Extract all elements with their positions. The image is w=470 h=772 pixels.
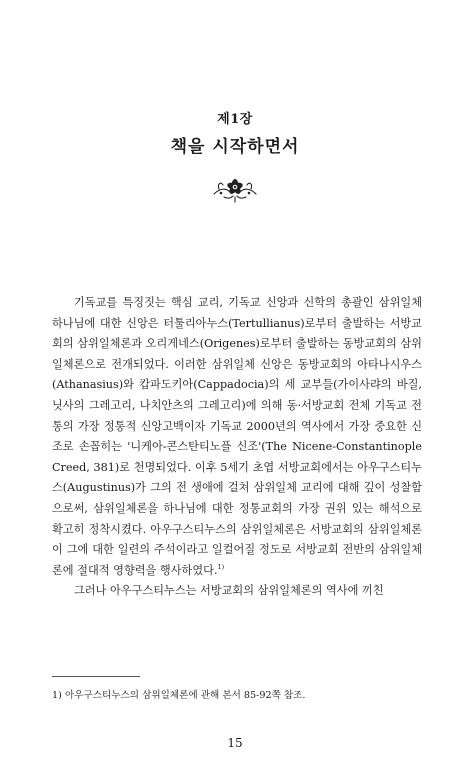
paragraph-text: 그러나 아우구스티누스는 서방교회의 삼위일체론의 역사에 끼친	[74, 584, 384, 598]
floral-ornament-icon	[210, 172, 260, 204]
paragraph-text: 기독교를 특징짓는 핵심 교리, 기독교 신앙과 신학의 총괄인 삼위일체 하나님에 대한 신앙은 터툴리아누스(Tertullianus)로부터 출발하는 서방교회의 삼위일체론과 오리게네스(Origenes)로부터 출발하는 동방교회의 삼위일체론으로 전개되었다. 이러한 삼위일체 신앙은 동방교회의 아타나시우스(Athanasius)와 캅파도키아(Cappadocia)의 세 교부들(가이사랴의 바질, 닛사의 그레고리, 나치안츠의 그레고리)에 의해 동·서방교회 전체 기독교 전통의 가장 정통적 신앙고백이자 기독교 2000년의 역사에서 가장 중요한 신조로 손꼽히는 '니케아-콘스탄티노플 신조'(The Nicene-Constantinople Creed, 381)로 천명되었다. 이후 5세기 초엽 서방교회에서는 아우구스티누스(Augustinus)가 그의 전 생애에 걸쳐 삼위일체 교리에 대해 깊이 성찰함으로써, 삼위일체론을 하나님에 대한 정통교회의 가장 권위 있는 해석으로 확고히 정착시켰다. 아우구스티누스의 삼위일체론은 서방교회의 삼위일체론이 그에 대한 일련의 주석이라고 일컬어질 정도로 서방교회 전반의 삼위일체론에 절대적 영향력을 행사하였다.	[52, 296, 422, 577]
footnote-reference[interactable]: 1)	[217, 562, 225, 571]
chapter-title: 책을 시작하면서	[170, 137, 300, 157]
footnote: 1) 아우구스티누스의 삼위일체론에 관해 본서 85-92쪽 참조.	[52, 690, 306, 701]
page-number: 15	[227, 736, 243, 750]
paragraph	[52, 293, 422, 581]
body-text	[52, 293, 422, 602]
footnote-divider	[52, 676, 140, 677]
chapter-number: 제1장	[217, 112, 253, 127]
paragraph	[52, 581, 422, 602]
